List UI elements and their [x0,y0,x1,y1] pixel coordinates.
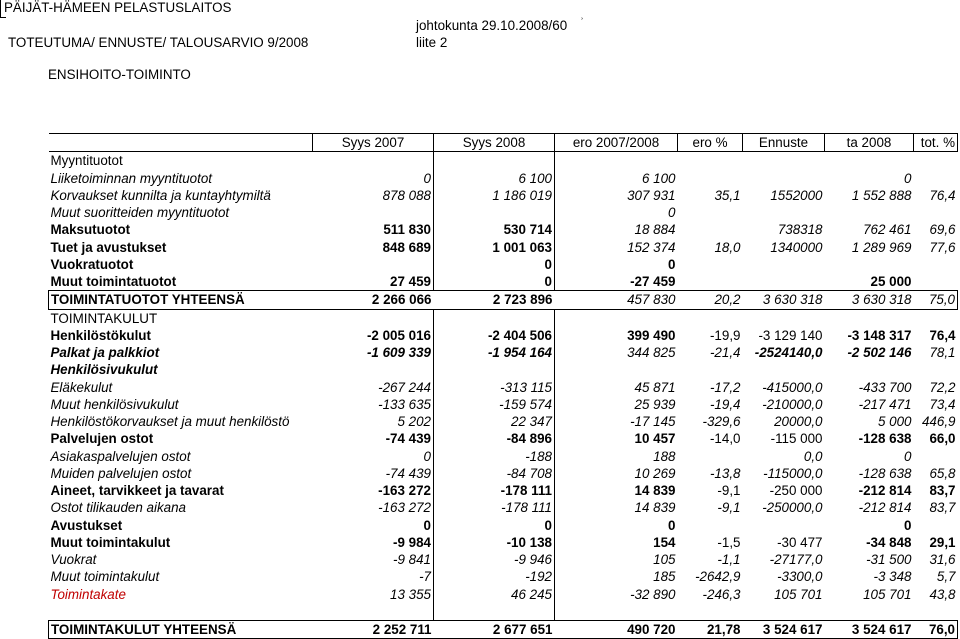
table-cell [555,152,678,170]
table-cell: 399 490 [627,327,676,343]
table-cell: 0 [313,170,434,187]
table-cell [914,204,958,221]
row-label: Muut henkilösivukulut [50,396,179,412]
table-cell [914,448,958,465]
table-cell: -30 477 [777,534,823,550]
row-label: Liiketoiminnan myyntituotot [50,170,213,186]
table-cell: 72,2 [929,379,956,395]
table-cell: -115 000 [770,431,823,447]
table-cell: 0 [904,448,912,464]
table-cell: 105 701 [774,586,823,602]
table-cell: 83,7 [929,500,956,516]
column-header-blank [49,134,313,152]
table-cell: 14 839 [634,483,676,499]
table-cell: -212 814 [858,483,912,499]
table-cell: 1 289 969 [851,239,912,255]
meeting-reference: johtokunta 29.10.2008/60 [416,18,568,33]
table-cell: 10 457 [634,431,676,447]
row-label: TOIMINTATUOTOT YHTEENSÄ [49,291,313,309]
table-cell: -27 459 [630,274,676,290]
row-label: Henkilöstökorvaukset ja muut henkilöstö [50,414,290,430]
table-cell: -313 115 [434,379,555,396]
table-cell [825,309,914,327]
table-cell: 2 677 651 [434,621,555,639]
table-cell: -1 954 164 [434,344,555,361]
table-cell [555,309,678,327]
table-cell: -3 348 [873,569,912,585]
table-row [49,430,958,447]
table-cell: -115000,0 [763,465,823,481]
table-cell: 76,0 [914,621,958,639]
table-cell: 307 931 [627,187,676,203]
table-cell: -21,4 [709,345,741,361]
row-label: Vuokrat [50,552,97,568]
financial-table [48,133,958,639]
table-cell: -19,4 [709,396,741,412]
row-label: Muut toimintakulut [50,534,171,550]
table-cell [434,152,555,170]
row-label: Muut toimintakulut [50,569,160,585]
table-cell [678,221,743,238]
section-title: ENSIHOITO-TOIMINTO [48,67,191,82]
table-cell: -31 500 [866,552,912,568]
column-header: Ennuste [743,134,825,152]
table-cell [313,152,434,170]
table-cell: -32 890 [630,586,676,602]
table-cell: 25 939 [634,396,676,412]
report-title: TOTEUTUMA/ ENNUSTE/ TALOUSARVIO 9/2008 [8,35,309,50]
table-cell [313,204,434,221]
table-cell: -10 138 [434,534,555,551]
table-cell: -212 814 [858,500,912,516]
table-row [49,413,958,430]
table-cell: 46 245 [434,586,555,603]
table-cell [914,170,958,187]
table-row [49,291,958,309]
table-cell: 5 000 [877,414,912,430]
row-label: Tuet ja avustukset [50,239,167,255]
table-cell: 0 [434,273,555,291]
table-cell: -9 946 [434,551,555,568]
table-cell: 18 884 [634,222,676,238]
row-label: Aineet, tarvikkeet ja tavarat [50,483,224,499]
row-label: Asiakaspalvelujen ostot [50,448,191,464]
table-row [49,204,958,221]
table-cell [743,309,825,327]
table-cell [555,603,678,621]
table-cell [678,152,743,170]
table-cell: 45 871 [634,379,676,395]
table-cell: 77,6 [929,239,956,255]
row-label: Eläkekulut [50,379,113,395]
table-cell: -329,6 [702,414,741,430]
table-row [49,239,958,256]
column-header: Syys 2008 [434,134,555,152]
table-cell: -84 708 [434,465,555,482]
table-cell: 152 374 [627,239,676,255]
table-cell [678,170,743,187]
table-cell [678,361,743,378]
table-cell: 27 459 [313,273,434,291]
table-cell [743,152,825,170]
table-cell [743,517,825,534]
table-cell [743,256,825,273]
row-label [49,603,313,621]
table-cell: -9 984 [313,534,434,551]
table-cell [825,361,914,378]
table-cell [914,256,958,273]
table-cell: 29,1 [929,534,956,550]
table-cell [825,204,914,221]
table-cell [434,603,555,621]
table-cell [678,448,743,465]
table-cell [678,204,743,221]
row-label: Avustukset [50,517,123,533]
table-cell: 3 630 318 [743,291,825,309]
table-cell: 1340000 [770,239,823,255]
table-row [49,152,958,170]
table-row [49,621,958,639]
table-cell: 0 [313,448,434,465]
table-cell: -415000,0 [762,379,823,395]
table-row [49,517,958,534]
table-cell: 0 [668,517,676,533]
table-cell: -27177,0 [769,552,823,568]
table-row [49,465,958,482]
column-header: Syys 2007 [313,134,434,152]
row-label: TOIMINTAKULUT [50,310,158,326]
table-cell: -9,1 [717,500,741,516]
column-header: ta 2008 [825,134,914,152]
table-cell: 154 [653,534,676,550]
table-cell [434,361,555,378]
column-header: ero 2007/2008 [555,134,678,152]
table-row [49,221,958,238]
table-cell: 5 202 [313,413,434,430]
table-cell: 1 552 888 [851,187,912,203]
table-row [49,344,958,361]
table-cell: 25 000 [870,274,912,290]
table-cell: -246,3 [702,586,741,602]
table-cell: -2642,9 [695,569,741,585]
table-cell: -3 148 317 [847,327,912,343]
table-cell: -133 635 [313,396,434,413]
table-row [49,586,958,603]
table-cell: -1 609 339 [313,344,434,361]
table-cell [914,361,958,378]
caret-mark-icon: ʾ [580,15,584,29]
row-label: Muut suoritteiden myyntituotot [50,205,230,221]
table-cell [743,170,825,187]
table-cell: 65,8 [929,465,956,481]
table-cell: 344 825 [627,345,676,361]
table-cell: -7 [313,568,434,585]
table-cell: -1,1 [717,552,741,568]
table-row [49,534,958,551]
table-cell: -250 000 [769,483,823,499]
table-cell: 0 [434,517,555,534]
table-cell: -1,5 [717,534,741,550]
table-row [49,396,958,413]
table-cell: 848 689 [313,239,434,256]
table-cell: 3 524 617 [825,621,914,639]
table-cell: -74 439 [313,465,434,482]
row-label: Ostot tilikauden aikana [50,500,186,516]
row-label: Vuokratuotot [50,256,134,272]
table-cell: 13 355 [313,586,434,603]
table-cell [678,273,743,291]
table-row [49,448,958,465]
table-cell: 43,8 [929,586,956,602]
table-cell: 0 [668,256,676,272]
table-cell: -74 439 [313,430,434,447]
table-cell [434,309,555,327]
table-cell: -14,0 [709,431,741,447]
table-cell: 6 100 [641,170,676,186]
table-row [49,379,958,396]
table-cell: 185 [653,569,676,585]
table-cell: 105 [653,552,676,568]
table-cell: -3300,0 [777,569,823,585]
table-cell: 78,1 [929,345,956,361]
table-row [49,499,958,516]
row-label: Toimintakate [50,586,126,602]
table-cell: 1 001 063 [434,239,555,256]
table-row [49,327,958,344]
table-cell [743,204,825,221]
table-cell: -178 111 [434,499,555,516]
table-cell: -217 471 [858,396,912,412]
table-cell [743,361,825,378]
table-cell: 2 252 711 [313,621,434,639]
table-cell: -2 404 506 [434,327,555,344]
table-cell: 31,6 [929,552,956,568]
table-row [49,361,958,378]
row-label: Palvelujen ostot [50,431,154,447]
table-cell: 22 347 [434,413,555,430]
column-header-row [49,134,958,152]
table-cell [914,309,958,327]
table-cell: 511 830 [313,221,434,238]
table-cell: 18,0 [714,239,741,255]
table-row [49,482,958,499]
table-cell: -2524140,0 [754,345,823,361]
table-cell: 878 088 [313,187,434,204]
table-cell: 69,6 [929,222,956,238]
table-row [49,309,958,327]
table-cell: -13,8 [709,465,741,481]
table-row [49,603,958,621]
table-cell: 2 723 896 [434,291,555,309]
table-cell: 73,4 [929,396,956,412]
table-cell: 105 701 [863,586,912,602]
table-cell: -128 638 [858,465,912,481]
column-header: ero % [678,134,743,152]
table-cell: -433 700 [858,379,912,395]
row-label: Henkilöstökulut [50,327,151,343]
table-cell: 76,4 [929,327,956,343]
table-cell [678,256,743,273]
table-cell: -17 145 [630,414,676,430]
table-cell: 0 [904,517,912,533]
table-cell: -2 502 146 [847,345,912,361]
table-cell: 5,7 [936,569,956,585]
table-cell: 10 269 [634,465,676,481]
row-label: Myyntituotot [50,153,123,169]
table-cell: 14 839 [634,500,676,516]
table-cell: 1552000 [770,187,823,203]
table-cell: 1 186 019 [434,187,555,204]
table-cell: 35,1 [714,187,741,203]
table-cell: 762 461 [863,222,912,238]
table-cell: -34 848 [866,534,912,550]
attachment-label: liite 2 [416,35,448,50]
table-cell: -250000,0 [762,500,823,516]
table-cell: 457 830 [555,291,678,309]
row-label: Maksutuotot [50,222,131,238]
table-cell [313,603,434,621]
table-cell [914,152,958,170]
table-cell: -17,2 [709,379,741,395]
table-cell: 76,4 [929,187,956,203]
table-cell: 0 [313,517,434,534]
table-cell: 66,0 [929,431,956,447]
table-cell [914,273,958,291]
table-cell [555,361,678,378]
table-cell: 0 [904,170,912,186]
table-cell: -3 129 140 [758,327,823,343]
table-cell [313,256,434,273]
org-name: PÄIJÄT-HÄMEEN PELASTUSLAITOS [4,0,232,15]
table-cell [434,204,555,221]
table-cell: -84 896 [434,430,555,447]
table-cell: -163 272 [313,499,434,516]
table-row [49,170,958,187]
row-label: Henkilösivukulut [50,362,158,378]
table-cell: 83,7 [929,483,956,499]
table-cell: 0 [434,256,555,273]
table-cell: 2 266 066 [313,291,434,309]
table-cell: 188 [653,448,676,464]
table-cell: 0 [668,205,676,221]
table-cell: 3 524 617 [743,621,825,639]
table-cell [914,517,958,534]
table-cell: 530 714 [434,221,555,238]
table-cell: -159 574 [434,396,555,413]
row-label: TOIMINTAKULUT YHTEENSÄ [49,621,313,639]
table-cell: -163 272 [313,482,434,499]
table-cell: 738318 [777,222,823,238]
table-cell: -19,9 [709,327,741,343]
row-label: Muut toimintatuotot [50,274,177,290]
table-cell: 21,78 [678,621,743,639]
table-cell: -192 [434,568,555,585]
row-label: Korvaukset kunnilta ja kuntayhtymiltä [50,187,271,203]
table-row [49,273,958,291]
table-cell: 0,0 [803,448,823,464]
column-header: tot. % [914,134,958,152]
table-cell: -128 638 [858,431,912,447]
table-cell [825,152,914,170]
table-cell [313,361,434,378]
table-row [49,568,958,585]
table-cell: 446,9 [921,414,956,430]
table-cell [914,603,958,621]
row-label: Palkat ja palkkiot [50,345,160,361]
table-cell [678,309,743,327]
table-cell [743,273,825,291]
table-cell: -267 244 [313,379,434,396]
table-cell: -9 841 [313,551,434,568]
table-cell [313,309,434,327]
table-cell: 20000,0 [774,414,823,430]
table-row [49,256,958,273]
table-cell [678,603,743,621]
table-cell: 490 720 [555,621,678,639]
row-label: Muiden palvelujen ostot [50,465,192,481]
table-cell [825,603,914,621]
table-cell: -2 005 016 [313,327,434,344]
table-cell: -178 111 [434,482,555,499]
table-cell: -188 [434,448,555,465]
table-cell: 3 630 318 [825,291,914,309]
table-cell [743,603,825,621]
table-cell: 75,0 [914,291,958,309]
table-cell: 20,2 [678,291,743,309]
table-row [49,187,958,204]
table-cell: -210000,0 [762,396,823,412]
table-cell: -9,1 [717,483,741,499]
table-cell [825,256,914,273]
table-cell [678,517,743,534]
table-cell: 6 100 [434,170,555,187]
table-row [49,551,958,568]
